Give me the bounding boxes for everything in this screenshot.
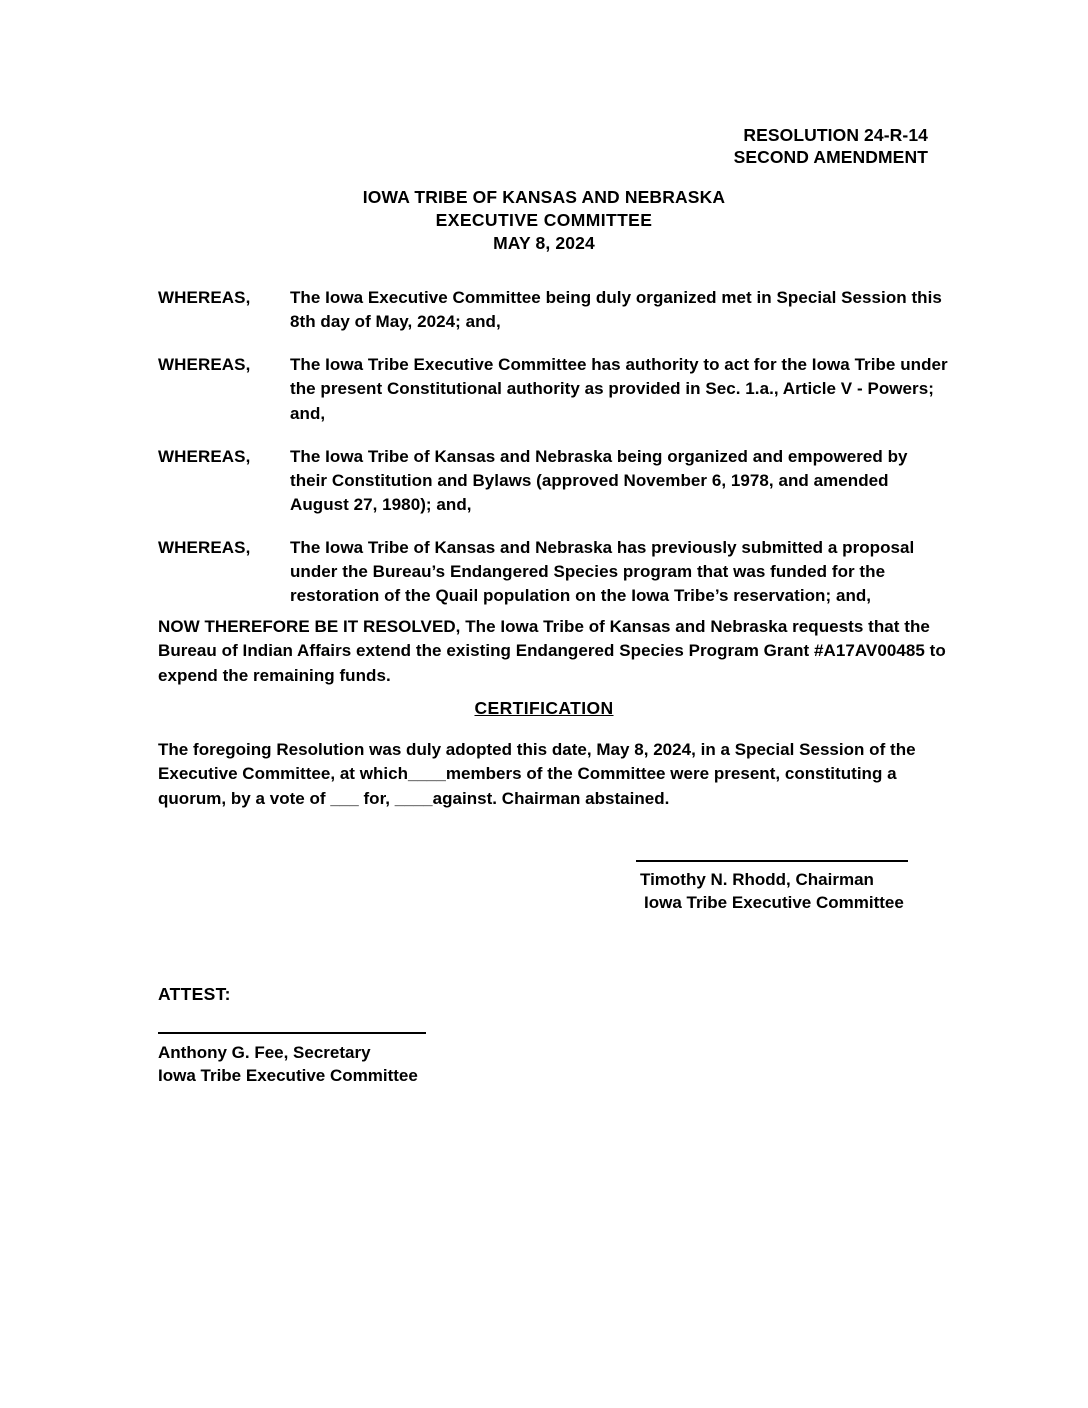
secretary-committee: Iowa Tribe Executive Committee — [158, 1066, 418, 1086]
amendment-label: SECOND AMENDMENT — [733, 147, 928, 168]
whereas-text: The Iowa Tribe Executive Committee has authority to act for the Iowa Tribe under the present Constitutional authority as provided in Sec. 1.a., Article V - Powers; and, — [290, 355, 948, 423]
whereas-label: WHEREAS, — [158, 288, 251, 307]
chairman-committee: Iowa Tribe Executive Committee — [644, 893, 904, 913]
secretary-signature-block — [158, 1032, 558, 1088]
whereas-clause — [158, 536, 948, 608]
secretary-signature-line — [158, 1032, 426, 1034]
certification-title: CERTIFICATION — [474, 698, 614, 718]
whereas-label: WHEREAS, — [158, 355, 251, 375]
org-committee: EXECUTIVE COMMITTEE — [435, 209, 653, 230]
chairman-signature-block — [636, 860, 976, 915]
secretary-name: Anthony G. Fee, Secretary — [158, 1043, 371, 1062]
resolution-number: RESOLUTION 24-R-14 — [743, 125, 928, 145]
whereas-clause — [158, 286, 948, 334]
whereas-clauses — [158, 286, 948, 627]
whereas-clause — [158, 353, 948, 425]
org-date: MAY 8, 2024 — [493, 232, 595, 253]
whereas-text: The Iowa Executive Committee being duly organized met in Special Session this 8th day of May, 2024; and, — [290, 288, 942, 332]
whereas-label: WHEREAS, — [158, 446, 251, 466]
certification-body: The foregoing Resolution was duly adopted this date, May 8, 2024, in a Special Session of the Executive Committee, at which____members of the Committee were present, constituting a quorum, by a vote of ___ for, ____against. Chairman abstained. — [158, 740, 916, 808]
resolution-header — [734, 124, 928, 169]
resolved-paragraph: NOW THEREFORE BE IT RESOLVED, The Iowa Tribe of Kansas and Nebraska requests that the Bureau of Indian Affairs extend the existing Endangered Species Program Grant #A17AV00485 to expend the remaining funds. — [158, 617, 946, 685]
attest-label: ATTEST: — [158, 984, 231, 1004]
whereas-label: WHEREAS, — [158, 538, 251, 557]
whereas-clause — [158, 445, 948, 517]
org-name: IOWA TRIBE OF KANSAS AND NEBRASKA — [362, 187, 726, 207]
whereas-text: The Iowa Tribe of Kansas and Nebraska being organized and empowered by their Constitution and Bylaws (approved November 6, 1978, and amended August 27, 1980); and, — [290, 446, 908, 514]
chairman-name: Timothy N. Rhodd, Chairman — [640, 870, 874, 889]
organization-header — [0, 186, 1088, 254]
chairman-signature-line — [636, 860, 908, 862]
whereas-text: The Iowa Tribe of Kansas and Nebraska has previously submitted a proposal under the Bureau’s Endangered Species program that was funded for the restoration of the Quail population on the Iowa Tribe’s reservation; and, — [290, 538, 915, 606]
